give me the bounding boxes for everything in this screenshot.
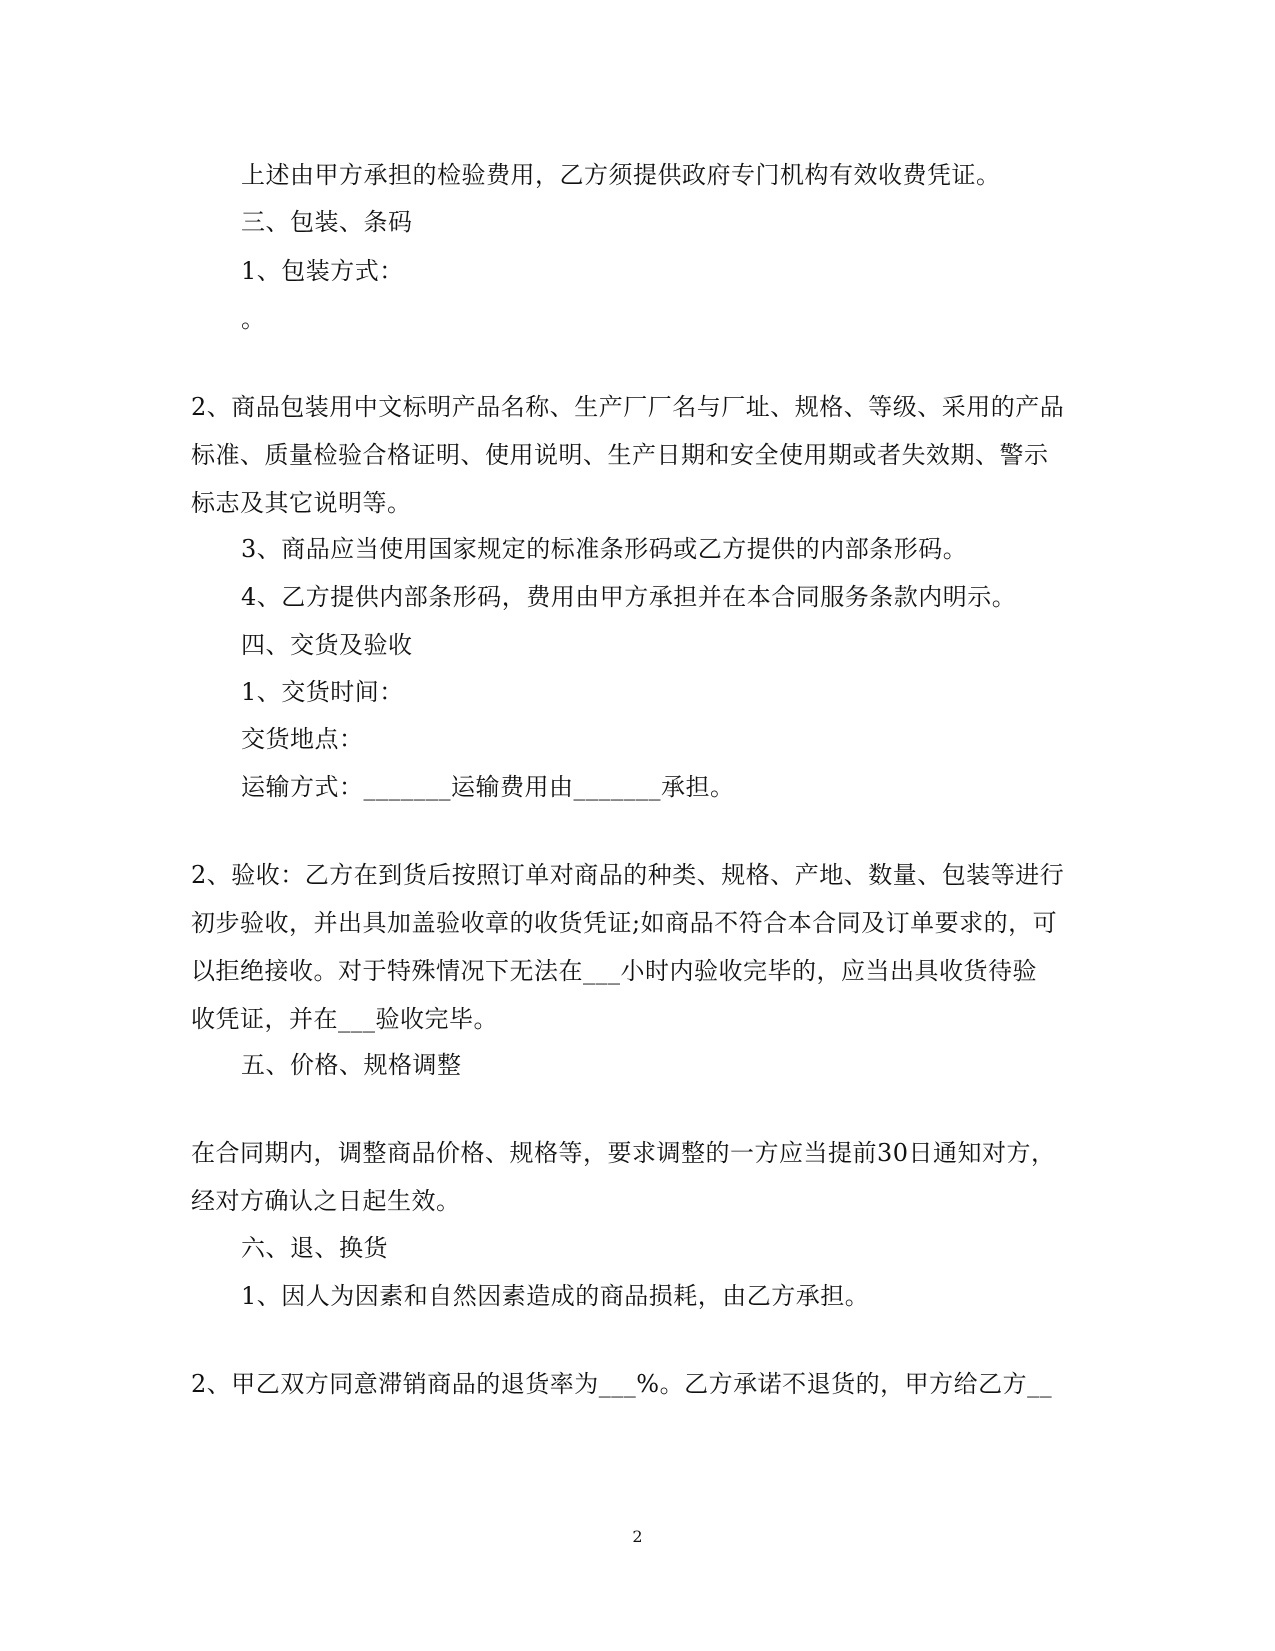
text-line-transport: 运输方式：_______运输费用由_______承担。 bbox=[241, 773, 735, 801]
text-line-1: 上述由甲方承担的检验费用，乙方须提供政府专门机构有效收费凭证。 bbox=[241, 161, 1001, 189]
text-line-acceptance-d: 收凭证，并在___验收完毕。 bbox=[191, 1005, 498, 1033]
text-line-item2-b: 标准、质量检验合格证明、使用说明、生产日期和安全使用期或者失效期、警示 bbox=[191, 441, 1049, 469]
text-line-returns-1: 1、因人为因素和自然因素造成的商品损耗，由乙方承担。 bbox=[241, 1282, 870, 1310]
text-line-returns-2: 2、甲乙双方同意滞销商品的退货率为___%。乙方承诺不退货的，甲方给乙方__ bbox=[191, 1370, 1053, 1398]
section-heading-returns: 六、退、换货 bbox=[241, 1234, 388, 1262]
section-heading-packaging: 三、包装、条码 bbox=[241, 208, 413, 236]
page-number: 2 bbox=[632, 1527, 643, 1546]
text-line-item2-a: 2、商品包装用中文标明产品名称、生产厂厂名与厂址、规格、等级、采用的产品 bbox=[191, 393, 1065, 421]
text-line-packaging-method: 1、包装方式： bbox=[241, 257, 404, 285]
text-line-price-a: 在合同期内，调整商品价格、规格等，要求调整的一方应当提前30日通知对方， bbox=[191, 1139, 1056, 1167]
text-line-acceptance-c: 以拒绝接收。对于特殊情况下无法在___小时内验收完毕的，应当出具收货待验 bbox=[191, 957, 1037, 985]
text-line-item2-c: 标志及其它说明等。 bbox=[191, 489, 412, 517]
section-heading-price: 五、价格、规格调整 bbox=[241, 1051, 462, 1079]
section-heading-delivery: 四、交货及验收 bbox=[241, 631, 413, 659]
text-line-delivery-place: 交货地点： bbox=[241, 725, 364, 753]
text-line-acceptance-a: 2、验收：乙方在到货后按照订单对商品的种类、规格、产地、数量、包装等进行 bbox=[191, 861, 1065, 889]
text-line-item4: 4、乙方提供内部条形码，费用由甲方承担并在本合同服务条款内明示。 bbox=[241, 583, 1017, 611]
text-line-price-b: 经对方确认之日起生效。 bbox=[191, 1187, 461, 1215]
text-line-period: 。 bbox=[241, 305, 266, 333]
text-line-acceptance-b: 初步验收，并出具加盖验收章的收货凭证;如商品不符合本合同及订单要求的，可 bbox=[191, 909, 1058, 937]
text-line-item3: 3、商品应当使用国家规定的标准条形码或乙方提供的内部条形码。 bbox=[241, 535, 968, 563]
text-line-delivery-time: 1、交货时间： bbox=[241, 678, 404, 706]
